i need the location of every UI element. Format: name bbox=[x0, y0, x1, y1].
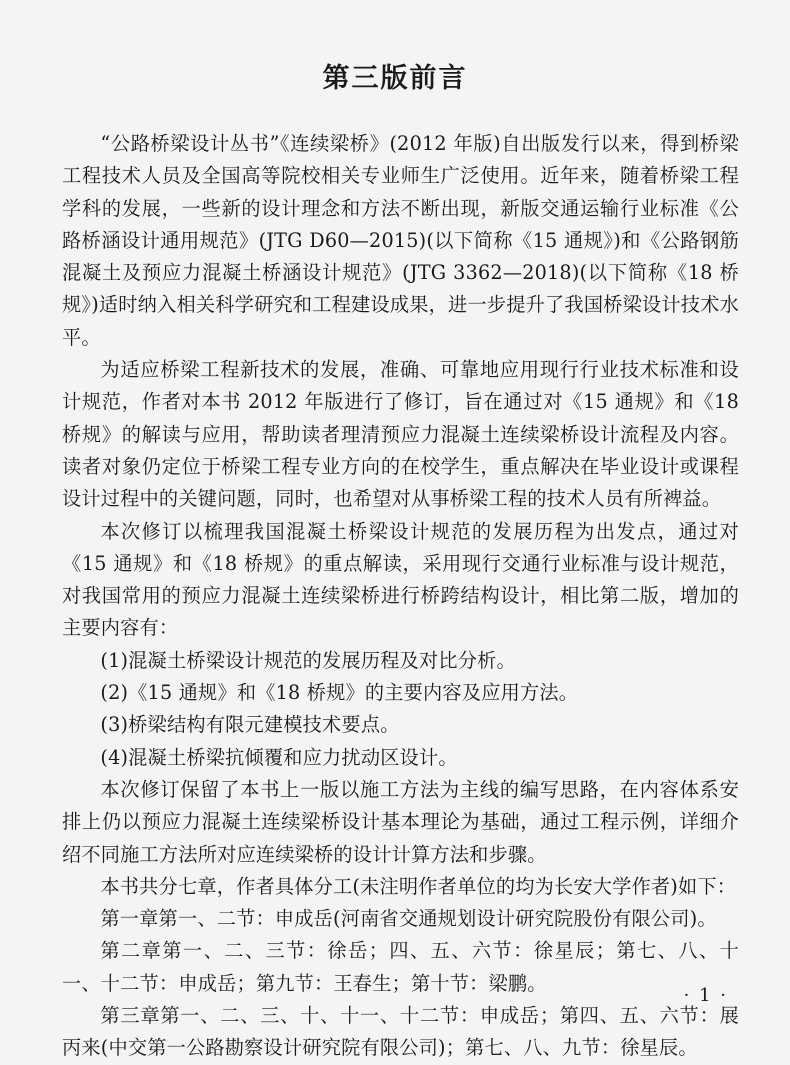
paragraph-intro: “公路桥梁设计丛书”《连续梁桥》(2012 年版)自出版发行以来，得到桥梁工程技术人员及全国高等院校相关专业师生广泛使用。近年来，随着桥梁工程学科的发展，一些新的设计理念和方法不断出现，新版交通运输行业标准《公路桥涵设计通用规范》(JTG D60—2015)(以下简称《15 通规》)和《公路钢筋混凝土及预应力混凝土桥涵设计规范》(JTG 3362—2018)(以下简称《18 桥规》)适时纳入相关科学研究和工程建设成果，进一步提升了我国桥梁设计技术水平。 bbox=[62, 132, 739, 349]
list-item: (2)《15 通规》和《18 桥规》的主要内容及应用方法。 bbox=[100, 681, 579, 705]
list-item: (1)混凝土桥梁设计规范的发展历程及对比分析。 bbox=[100, 648, 516, 672]
page-number: · 1 · bbox=[683, 985, 728, 1006]
body-text bbox=[62, 128, 739, 1065]
author-assignment: 第三章第一、二、三、十、十一、十二节：申成岳；第四、五、六节：展丙来(中交第一公路勘察设计研究院有限公司)；第七、八、九节：徐星辰。 bbox=[62, 1004, 739, 1060]
paragraph-structure: 本次修订保留了本书上一版以施工方法为主线的编写思路，在内容体系安排上仍以预应力混凝土连续梁桥设计基本理论为基础，通过工程示例，详细介绍不同施工方法所对应连续梁桥的设计计算方法和步骤。 bbox=[62, 777, 739, 866]
paragraph-revision-basis: 本次修订以梳理我国混凝土桥梁设计规范的发展历程为出发点，通过对《15 通规》和《18 桥规》的重点解读，采用现行交通行业标准与设计规范，对我国常用的预应力混凝土连续梁桥进行桥跨结构设计，相比第二版，增加的主要内容有： bbox=[62, 519, 739, 640]
list-item: (3)桥梁结构有限元建模技术要点。 bbox=[100, 713, 400, 737]
list-item: (4)混凝土桥梁抗倾覆和应力扰动区设计。 bbox=[100, 745, 458, 769]
author-assignment: 第二章第一、二、三节：徐岳；四、五、六节：徐星辰；第七、八、十一、十二节：申成岳；第九节：王春生；第十节：梁鹏。 bbox=[62, 939, 739, 995]
author-assignment: 第一章第一、二节：申成岳(河南省交通规划设计研究院股份有限公司)。 bbox=[100, 907, 717, 931]
page-title: 第三版前言 bbox=[322, 63, 468, 94]
paragraph-purpose: 为适应桥梁工程新技术的发展，准确、可靠地应用现行行业技术标准和设计规范，作者对本书 2012 年版进行了修订，旨在通过对《15 通规》和《18 桥规》的解读与应用，帮助读者理清预应力混凝土连续梁桥设计流程及内容。读者对象仍定位于桥梁工程专业方向的在校学生，重点解决在毕业设计或课程设计过程中的关键问题，同时，也希望对从事桥梁工程的技术人员有所裨益。 bbox=[62, 358, 739, 511]
paragraph-authors-intro: 本书共分七章，作者具体分工(未注明作者单位的均为长安大学作者)如下： bbox=[100, 874, 737, 898]
